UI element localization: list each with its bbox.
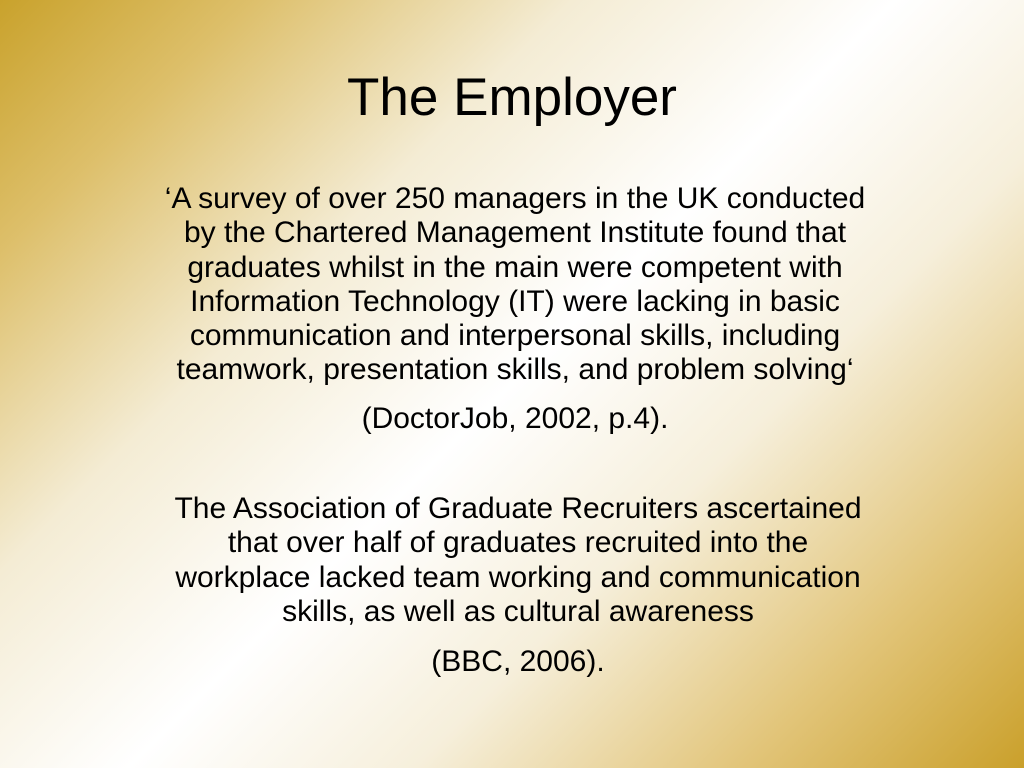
quote-paragraph: [72, 182, 958, 436]
slide-title: The Employer: [347, 68, 677, 127]
agr-line: The Association of Graduate Recruiters ascertained: [174, 492, 862, 525]
quote-line: communication and interpersonal skills, including: [189, 319, 841, 353]
quote-citation: (DoctorJob, 2002, p.4).: [361, 401, 669, 435]
quote-line: ‘A survey of over 250 managers in the UK conducted: [164, 182, 866, 215]
quote-line: Information Technology (IT) were lacking in basic: [190, 284, 840, 318]
agr-line: workplace lacked team working and communication: [175, 560, 861, 594]
agr-line: skills, as well as cultural awareness: [282, 594, 754, 628]
agr-citation: (BBC, 2006).: [431, 645, 605, 679]
agr-paragraph: [80, 492, 956, 679]
quote-line: by the Chartered Management Institute found that: [183, 216, 847, 250]
quote-line: graduates whilst in the main were competent with: [187, 250, 843, 284]
agr-line: that over half of graduates recruited into the: [227, 526, 809, 560]
quote-line: teamwork, presentation skills, and problem solving‘: [176, 353, 854, 387]
